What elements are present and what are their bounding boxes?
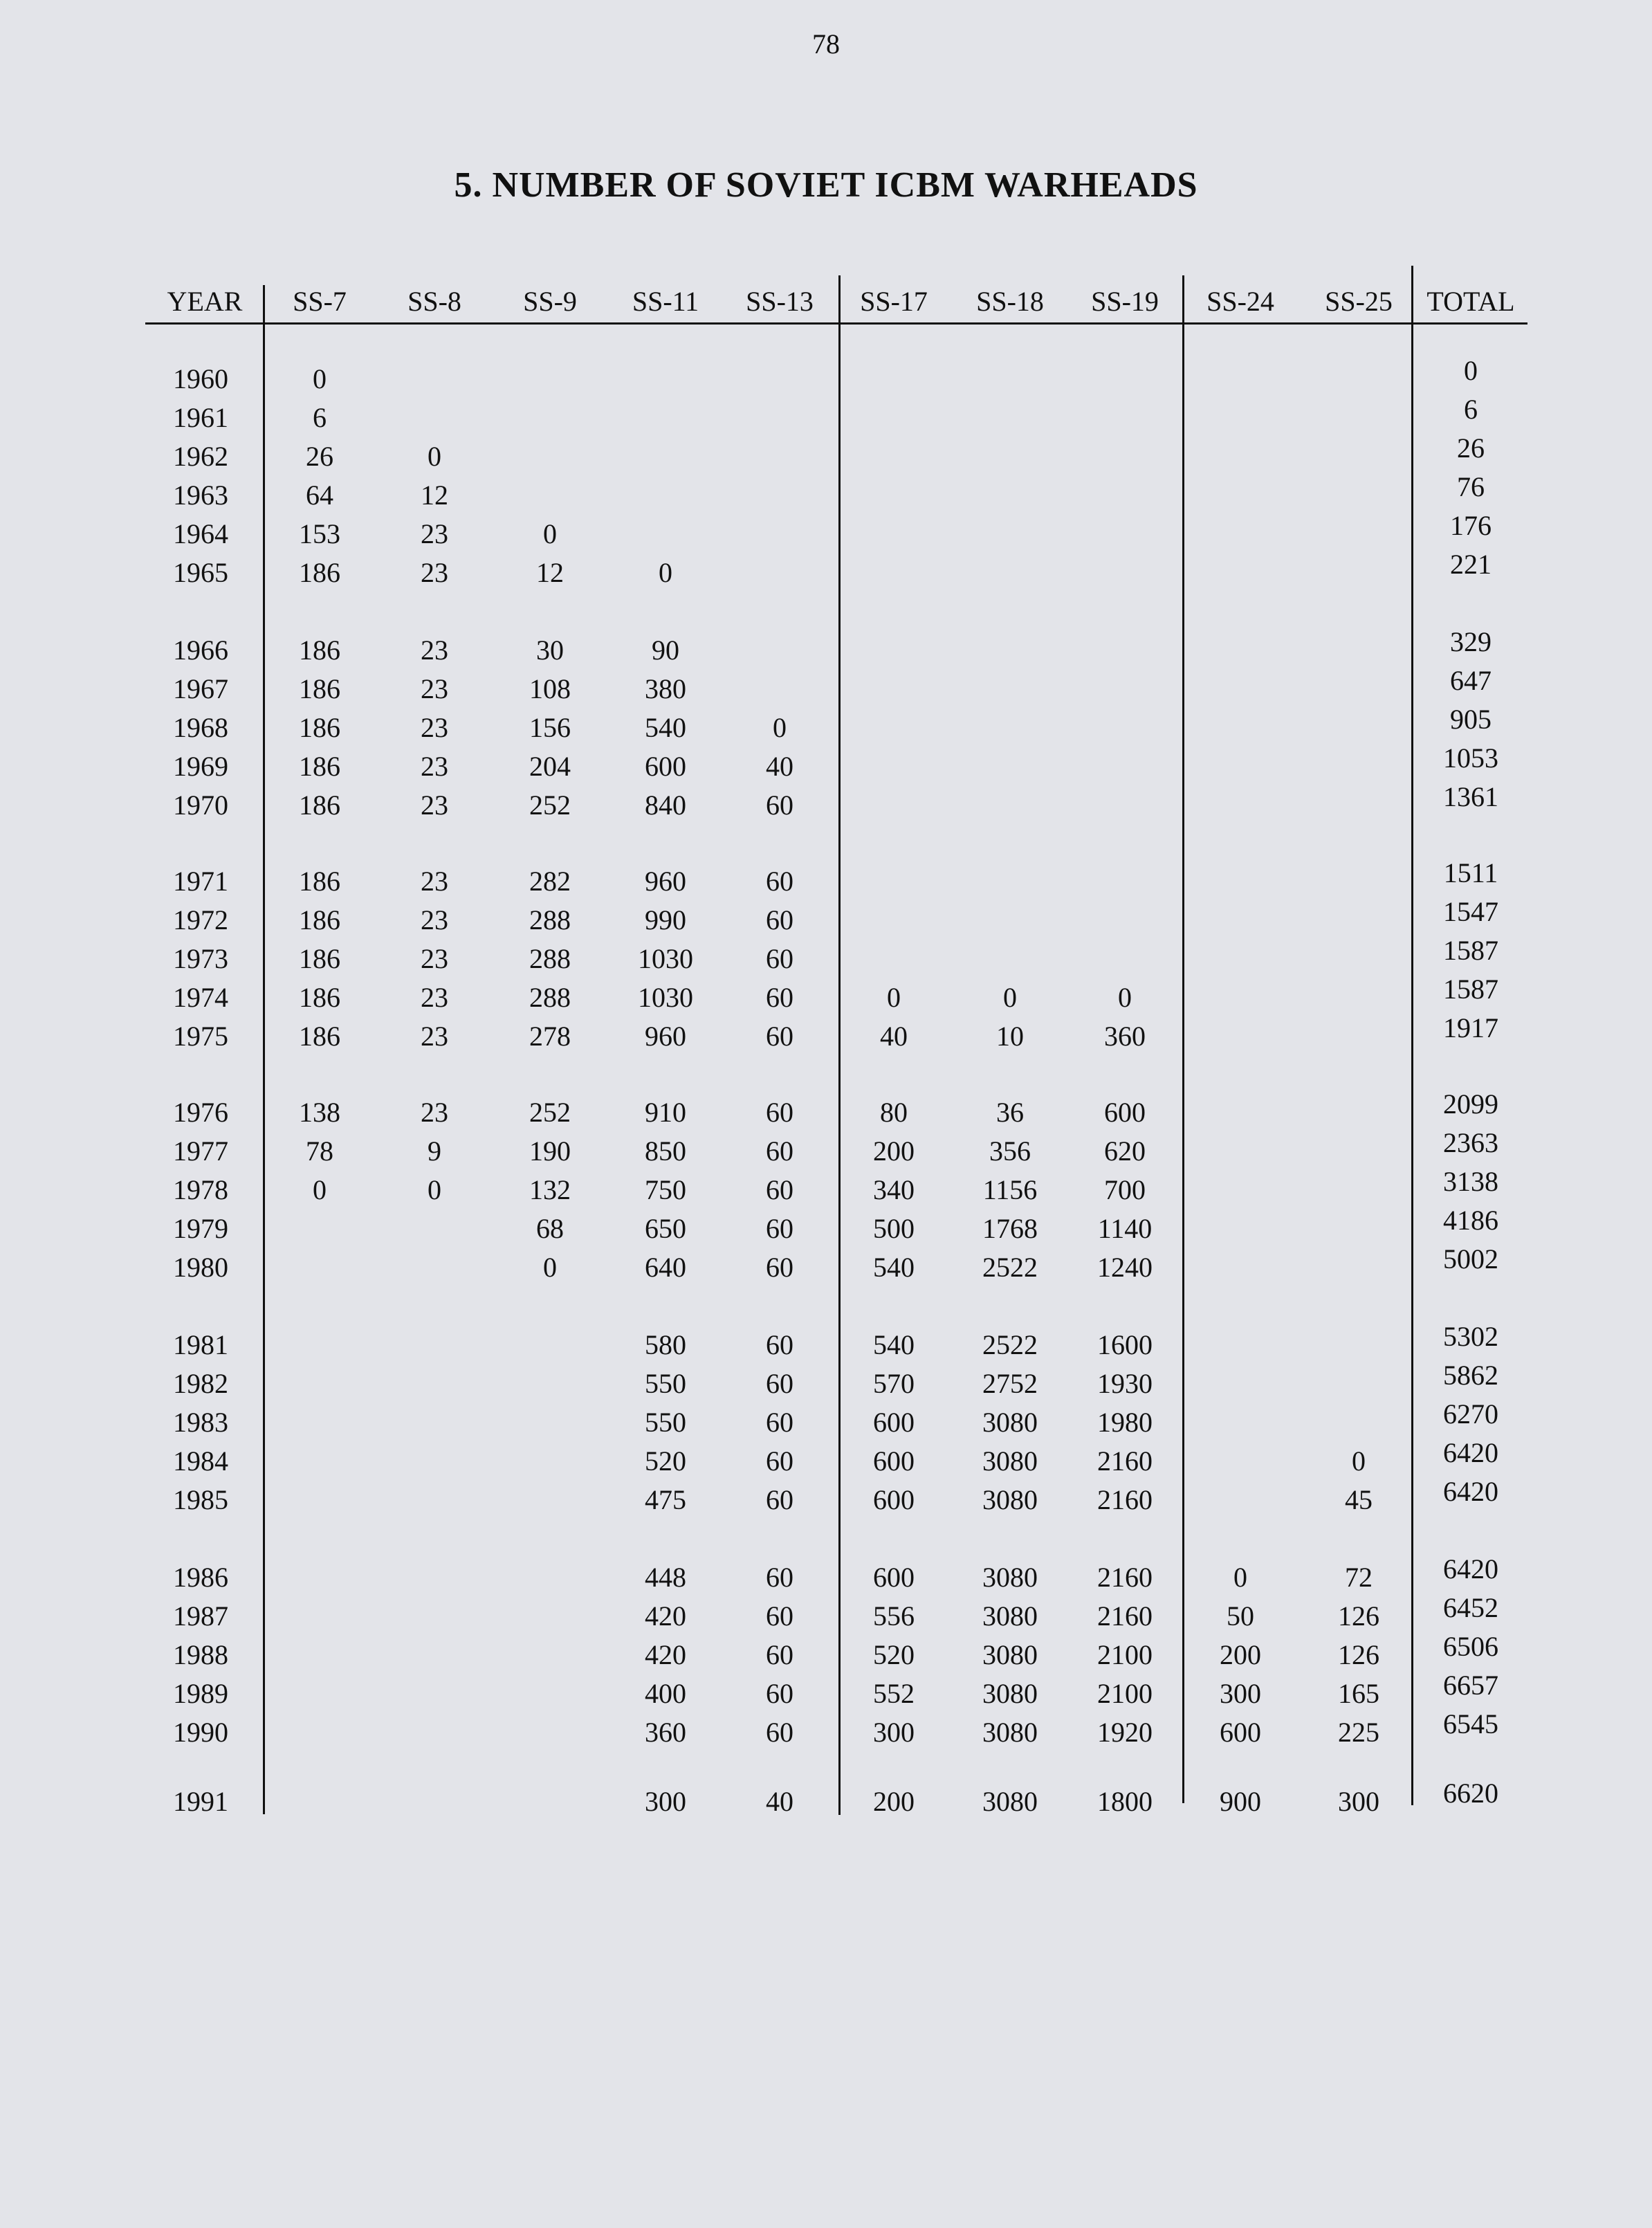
total-cell: 2363 (1443, 1127, 1498, 1158)
total-cell: 1587 (1443, 974, 1498, 1005)
year-cell: 1981 (173, 1329, 228, 1360)
year-cell: 1971 (173, 866, 228, 897)
table-cell: 80 (880, 1097, 908, 1128)
divider-ss19 (1182, 275, 1184, 1803)
year-cell: 1964 (173, 518, 228, 549)
table-cell: 30 (536, 634, 564, 666)
table-cell: 550 (645, 1368, 686, 1399)
table-cell: 23 (421, 1097, 448, 1128)
table-cell: 60 (766, 904, 793, 935)
divider-total (1411, 266, 1413, 1805)
table-cell: 600 (873, 1445, 915, 1477)
table-cell: 1240 (1097, 1252, 1153, 1283)
table-cell: 640 (645, 1252, 686, 1283)
year-cell: 1970 (173, 789, 228, 821)
table-cell: 288 (529, 943, 571, 974)
table-cell: 60 (766, 866, 793, 897)
table-cell: 6 (313, 402, 327, 433)
table-cell: 40 (880, 1021, 908, 1052)
table-cell: 60 (766, 1368, 793, 1399)
table-cell: 556 (873, 1600, 915, 1632)
table-cell: 2100 (1097, 1639, 1153, 1670)
table-cell: 186 (299, 904, 340, 935)
table-cell: 1140 (1097, 1213, 1153, 1244)
total-cell: 6420 (1443, 1437, 1498, 1468)
table-cell: 600 (873, 1562, 915, 1593)
total-cell: 6545 (1443, 1708, 1498, 1740)
year-cell: 1979 (173, 1213, 228, 1244)
column-header: SS-25 (1325, 286, 1393, 317)
total-cell: 4186 (1443, 1205, 1498, 1236)
total-cell: 5002 (1443, 1243, 1498, 1275)
year-cell: 1973 (173, 943, 228, 974)
table-cell: 500 (873, 1213, 915, 1244)
year-cell: 1977 (173, 1135, 228, 1167)
table-cell: 23 (421, 712, 448, 743)
total-cell: 1587 (1443, 935, 1498, 966)
year-cell: 1963 (173, 480, 228, 511)
table-cell: 126 (1338, 1600, 1379, 1632)
total-cell: 3138 (1443, 1166, 1498, 1197)
table-cell: 23 (421, 866, 448, 897)
total-cell: 2099 (1443, 1088, 1498, 1120)
table-cell: 550 (645, 1407, 686, 1438)
table-cell: 288 (529, 904, 571, 935)
table-cell: 360 (1104, 1021, 1146, 1052)
table-cell: 23 (421, 789, 448, 821)
table-cell: 620 (1104, 1135, 1146, 1167)
table-cell: 552 (873, 1678, 915, 1709)
column-header: SS-13 (746, 286, 814, 317)
total-cell: 176 (1450, 510, 1492, 541)
table-cell: 60 (766, 1135, 793, 1167)
total-cell: 6657 (1443, 1670, 1498, 1701)
table-cell: 3080 (982, 1445, 1038, 1477)
table-cell: 23 (421, 904, 448, 935)
table-cell: 108 (529, 673, 571, 704)
total-cell: 1053 (1443, 742, 1498, 774)
year-cell: 1986 (173, 1562, 228, 1593)
table-cell: 420 (645, 1639, 686, 1670)
year-cell: 1966 (173, 634, 228, 666)
year-cell: 1988 (173, 1639, 228, 1670)
column-header: SS-11 (632, 286, 699, 317)
total-cell: 1361 (1443, 781, 1498, 812)
total-cell: 6620 (1443, 1778, 1498, 1809)
table-cell: 12 (536, 557, 564, 588)
table-cell: 186 (299, 634, 340, 666)
table-cell: 340 (873, 1174, 915, 1205)
total-cell: 5302 (1443, 1321, 1498, 1352)
total-cell: 1917 (1443, 1012, 1498, 1043)
table-cell: 72 (1345, 1562, 1373, 1593)
column-header: SS-18 (976, 286, 1044, 317)
year-cell: 1991 (173, 1786, 228, 1817)
table-cell: 60 (766, 1600, 793, 1632)
table-cell: 1600 (1097, 1329, 1153, 1360)
table-cell: 1030 (638, 982, 693, 1013)
table-cell: 360 (645, 1717, 686, 1748)
table-cell: 520 (645, 1445, 686, 1477)
table-cell: 300 (873, 1717, 915, 1748)
table-cell: 60 (766, 1213, 793, 1244)
table-cell: 40 (766, 751, 793, 782)
table-cell: 90 (652, 634, 679, 666)
total-cell: 1547 (1443, 896, 1498, 927)
table-cell: 0 (313, 363, 327, 394)
table-cell: 68 (536, 1213, 564, 1244)
table-cell: 750 (645, 1174, 686, 1205)
table-cell: 60 (766, 789, 793, 821)
table-cell: 23 (421, 943, 448, 974)
table-cell: 23 (421, 1021, 448, 1052)
table-cell: 186 (299, 789, 340, 821)
column-header: SS-8 (407, 286, 461, 317)
column-header: SS-19 (1091, 286, 1159, 317)
table-cell: 380 (645, 673, 686, 704)
table-cell: 23 (421, 751, 448, 782)
table-cell: 0 (543, 518, 557, 549)
column-header: SS-17 (860, 286, 928, 317)
year-cell: 1960 (173, 363, 228, 394)
table-cell: 60 (766, 943, 793, 974)
table-cell: 1930 (1097, 1368, 1153, 1399)
year-cell: 1968 (173, 712, 228, 743)
table-cell: 26 (306, 441, 333, 472)
table-cell: 540 (645, 712, 686, 743)
page-title: 5. NUMBER OF SOVIET ICBM WARHEADS (454, 165, 1198, 205)
table-cell: 300 (1220, 1678, 1261, 1709)
year-cell: 1987 (173, 1600, 228, 1632)
table-cell: 36 (996, 1097, 1024, 1128)
table-cell: 600 (645, 751, 686, 782)
total-cell: 76 (1457, 471, 1485, 502)
table-cell: 190 (529, 1135, 571, 1167)
table-cell: 1800 (1097, 1786, 1153, 1817)
total-cell: 221 (1450, 549, 1492, 580)
table-cell: 850 (645, 1135, 686, 1167)
table-cell: 0 (1352, 1445, 1366, 1477)
table-cell: 60 (766, 1174, 793, 1205)
table-cell: 60 (766, 1678, 793, 1709)
table-cell: 0 (1118, 982, 1132, 1013)
table-cell: 540 (873, 1252, 915, 1283)
table-cell: 288 (529, 982, 571, 1013)
table-cell: 40 (766, 1786, 793, 1817)
table-cell: 50 (1227, 1600, 1254, 1632)
divider-ss13 (838, 275, 841, 1815)
table-cell: 23 (421, 634, 448, 666)
table-cell: 186 (299, 751, 340, 782)
table-cell: 540 (873, 1329, 915, 1360)
table-cell: 60 (766, 1484, 793, 1515)
table-cell: 570 (873, 1368, 915, 1399)
table-cell: 475 (645, 1484, 686, 1515)
table-cell: 186 (299, 557, 340, 588)
table-cell: 10 (996, 1021, 1024, 1052)
table-cell: 200 (873, 1786, 915, 1817)
table-cell: 960 (645, 866, 686, 897)
year-cell: 1967 (173, 673, 228, 704)
total-cell: 0 (1464, 355, 1478, 386)
column-header: SS-9 (523, 286, 577, 317)
table-cell: 186 (299, 943, 340, 974)
table-cell: 23 (421, 518, 448, 549)
year-cell: 1965 (173, 557, 228, 588)
table-cell: 3080 (982, 1562, 1038, 1593)
table-cell: 126 (1338, 1639, 1379, 1670)
table-cell: 156 (529, 712, 571, 743)
table-cell: 910 (645, 1097, 686, 1128)
table-cell: 186 (299, 712, 340, 743)
year-cell: 1990 (173, 1717, 228, 1748)
table-cell: 186 (299, 1021, 340, 1052)
table-cell: 420 (645, 1600, 686, 1632)
table-cell: 2522 (982, 1329, 1038, 1360)
column-header: SS-7 (293, 286, 347, 317)
table-cell: 204 (529, 751, 571, 782)
table-cell: 200 (873, 1135, 915, 1167)
table-cell: 448 (645, 1562, 686, 1593)
year-cell: 1985 (173, 1484, 228, 1515)
table-cell: 2522 (982, 1252, 1038, 1283)
table-cell: 23 (421, 982, 448, 1013)
year-cell: 1969 (173, 751, 228, 782)
table-cell: 3080 (982, 1484, 1038, 1515)
table-cell: 60 (766, 1717, 793, 1748)
table-cell: 2752 (982, 1368, 1038, 1399)
year-cell: 1982 (173, 1368, 228, 1399)
year-cell: 1974 (173, 982, 228, 1013)
table-cell: 200 (1220, 1639, 1261, 1670)
table-cell: 132 (529, 1174, 571, 1205)
table-cell: 580 (645, 1329, 686, 1360)
table-cell: 23 (421, 673, 448, 704)
table-cell: 9 (428, 1135, 441, 1167)
total-cell: 26 (1457, 432, 1485, 464)
table-cell: 186 (299, 982, 340, 1013)
table-cell: 2160 (1097, 1445, 1153, 1477)
table-cell: 0 (1003, 982, 1017, 1013)
table-cell: 600 (1104, 1097, 1146, 1128)
table-cell: 64 (306, 480, 333, 511)
year-cell: 1962 (173, 441, 228, 472)
table-cell: 60 (766, 1252, 793, 1283)
table-cell: 282 (529, 866, 571, 897)
total-cell: 6270 (1443, 1398, 1498, 1430)
total-cell: 905 (1450, 704, 1492, 735)
table-cell: 2100 (1097, 1678, 1153, 1709)
table-cell: 252 (529, 1097, 571, 1128)
table-cell: 1030 (638, 943, 693, 974)
table-cell: 0 (543, 1252, 557, 1283)
total-cell: 6 (1464, 394, 1478, 425)
total-cell: 329 (1450, 626, 1492, 657)
table-cell: 138 (299, 1097, 340, 1128)
table-cell: 1768 (982, 1213, 1038, 1244)
table-cell: 60 (766, 1097, 793, 1128)
table-cell: 960 (645, 1021, 686, 1052)
header-rule (145, 322, 1527, 325)
table-cell: 60 (766, 1407, 793, 1438)
year-cell: 1983 (173, 1407, 228, 1438)
year-cell: 1989 (173, 1678, 228, 1709)
table-cell: 60 (766, 1445, 793, 1477)
table-cell: 278 (529, 1021, 571, 1052)
divider-year (263, 285, 265, 1814)
total-cell: 5862 (1443, 1360, 1498, 1391)
table-cell: 12 (421, 480, 448, 511)
table-cell: 1920 (1097, 1717, 1153, 1748)
table-cell: 60 (766, 1021, 793, 1052)
table-cell: 520 (873, 1639, 915, 1670)
table-cell: 300 (645, 1786, 686, 1817)
table-cell: 2160 (1097, 1484, 1153, 1515)
total-cell: 6506 (1443, 1631, 1498, 1662)
table-cell: 165 (1338, 1678, 1379, 1709)
table-cell: 700 (1104, 1174, 1146, 1205)
year-cell: 1976 (173, 1097, 228, 1128)
table-cell: 0 (428, 441, 441, 472)
table-cell: 600 (1220, 1717, 1261, 1748)
year-cell: 1975 (173, 1021, 228, 1052)
year-cell: 1978 (173, 1174, 228, 1205)
table-cell: 2160 (1097, 1562, 1153, 1593)
table-cell: 45 (1345, 1484, 1373, 1515)
table-cell: 3080 (982, 1717, 1038, 1748)
year-cell: 1984 (173, 1445, 228, 1477)
table-cell: 356 (989, 1135, 1031, 1167)
table-cell: 600 (873, 1407, 915, 1438)
table-cell: 0 (313, 1174, 327, 1205)
table-cell: 60 (766, 1329, 793, 1360)
table-cell: 990 (645, 904, 686, 935)
page-number: 78 (812, 28, 840, 60)
column-header: TOTAL (1426, 286, 1515, 317)
table-cell: 3080 (982, 1407, 1038, 1438)
table-cell: 0 (1233, 1562, 1247, 1593)
table-cell: 60 (766, 982, 793, 1013)
table-cell: 186 (299, 673, 340, 704)
table-cell: 0 (428, 1174, 441, 1205)
table-cell: 0 (773, 712, 787, 743)
year-cell: 1972 (173, 904, 228, 935)
table-cell: 400 (645, 1678, 686, 1709)
year-cell: 1980 (173, 1252, 228, 1283)
table-cell: 225 (1338, 1717, 1379, 1748)
year-cell: 1961 (173, 402, 228, 433)
table-cell: 23 (421, 557, 448, 588)
column-header: YEAR (167, 286, 243, 317)
table-cell: 252 (529, 789, 571, 821)
total-cell: 1511 (1443, 857, 1498, 888)
table-cell: 60 (766, 1639, 793, 1670)
table-cell: 650 (645, 1213, 686, 1244)
total-cell: 6420 (1443, 1476, 1498, 1507)
table-cell: 60 (766, 1562, 793, 1593)
total-cell: 647 (1450, 665, 1492, 696)
table-cell: 0 (659, 557, 672, 588)
table-cell: 300 (1338, 1786, 1379, 1817)
table-cell: 2160 (1097, 1600, 1153, 1632)
table-cell: 900 (1220, 1786, 1261, 1817)
table-cell: 600 (873, 1484, 915, 1515)
total-cell: 6452 (1443, 1592, 1498, 1623)
total-cell: 6420 (1443, 1553, 1498, 1585)
table-cell: 3080 (982, 1786, 1038, 1817)
table-cell: 1980 (1097, 1407, 1153, 1438)
table-cell: 1156 (982, 1174, 1038, 1205)
column-header: SS-24 (1206, 286, 1274, 317)
table-cell: 840 (645, 789, 686, 821)
table-cell: 3080 (982, 1639, 1038, 1670)
table-cell: 153 (299, 518, 340, 549)
table-cell: 0 (887, 982, 901, 1013)
table-cell: 78 (306, 1135, 333, 1167)
table-cell: 186 (299, 866, 340, 897)
table-cell: 3080 (982, 1600, 1038, 1632)
table-cell: 3080 (982, 1678, 1038, 1709)
